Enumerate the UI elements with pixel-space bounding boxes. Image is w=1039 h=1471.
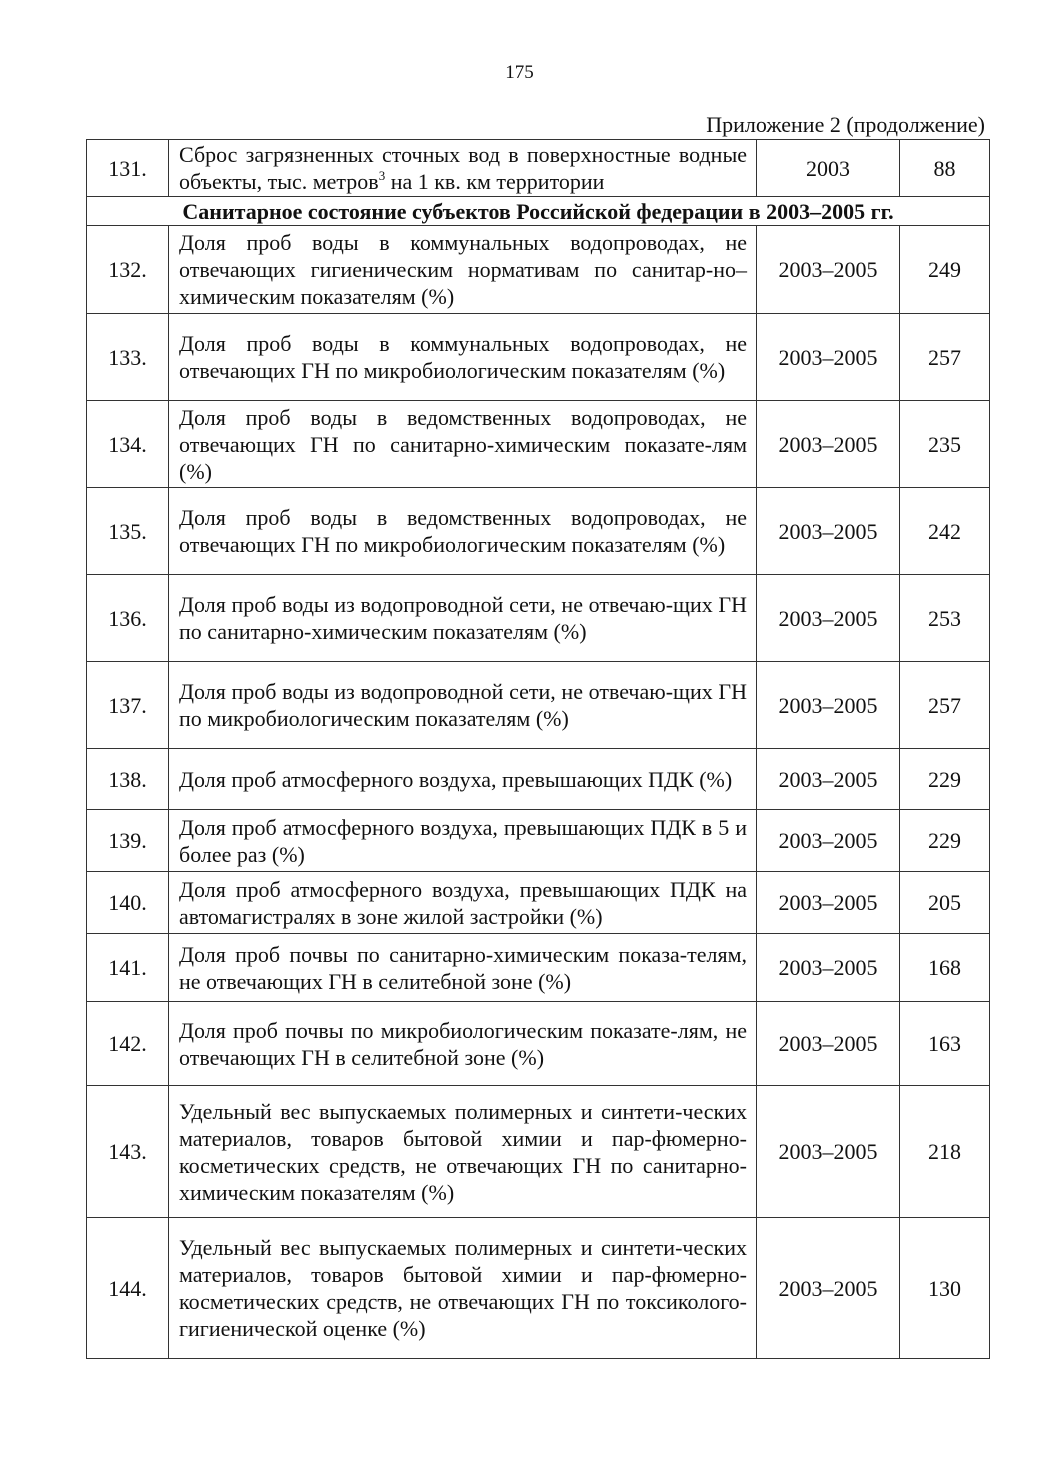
table-row xyxy=(87,934,990,1002)
table-row xyxy=(87,1218,990,1359)
table-body xyxy=(87,140,990,1359)
row-years: 2003–2005 xyxy=(757,314,900,401)
row-number: 137. xyxy=(87,662,169,749)
row-years: 2003–2005 xyxy=(757,934,900,1002)
row-number: 132. xyxy=(87,226,169,314)
row-page: 205 xyxy=(900,872,990,934)
row-number: 142. xyxy=(87,1002,169,1086)
table-row xyxy=(87,488,990,575)
row-years: 2003–2005 xyxy=(757,488,900,575)
section-title: Санитарное состояние субъектов Российской федерации в 2003–2005 гг. xyxy=(87,197,990,226)
row-description: Доля проб почвы по микробиологическим показате-лям, не отвечающих ГН в селитебной зоне (%) xyxy=(169,1002,757,1086)
row-page: 163 xyxy=(900,1002,990,1086)
row-description: Доля проб воды в ведомственных водопроводах, не отвечающих ГН по микробиологическим показателям (%) xyxy=(169,488,757,575)
row-description: Удельный вес выпускаемых полимерных и синтети-ческих материалов, товаров бытовой химии и пар-фюмерно-косметических средств, не отвечающих ГН по токсиколого-гигиенической оценке (%) xyxy=(169,1218,757,1359)
row-number: 143. xyxy=(87,1086,169,1218)
row-page: 229 xyxy=(900,749,990,810)
appendix-caption: Приложение 2 (продолжение) xyxy=(706,112,985,137)
table-row xyxy=(87,1086,990,1218)
row-page: 168 xyxy=(900,934,990,1002)
row-description: Доля проб воды из водопроводной сети, не отвечаю-щих ГН по микробиологическим показателям (%) xyxy=(169,662,757,749)
row-page: 229 xyxy=(900,810,990,872)
table-row xyxy=(87,314,990,401)
row-number: 136. xyxy=(87,575,169,662)
row-description: Доля проб воды в ведомственных водопроводах, не отвечающих ГН по санитарно-химическим показате-лям (%) xyxy=(169,401,757,488)
row-years: 2003–2005 xyxy=(757,749,900,810)
row-page: 218 xyxy=(900,1086,990,1218)
row-description: Доля проб почвы по санитарно-химическим показа-телям, не отвечающих ГН в селитебной зоне (%) xyxy=(169,934,757,1002)
table-row xyxy=(87,401,990,488)
row-years: 2003–2005 xyxy=(757,401,900,488)
row-description: Удельный вес выпускаемых полимерных и синтети-ческих материалов, товаров бытовой химии и пар-фюмерно-косметических средств, не отвечающих ГН по санитарно-химическим показателям (%) xyxy=(169,1086,757,1218)
row-number: 135. xyxy=(87,488,169,575)
row-years: 2003–2005 xyxy=(757,872,900,934)
row-number: 138. xyxy=(87,749,169,810)
row-page: 253 xyxy=(900,575,990,662)
row-description: Сброс загрязненных сточных вод в поверхностные водные объекты, тыс. метров$^3$ на 1 кв. км территории xyxy=(169,140,757,197)
row-years: 2003–2005 xyxy=(757,662,900,749)
row-number: 141. xyxy=(87,934,169,1002)
row-page: 249 xyxy=(900,226,990,314)
section-row xyxy=(87,197,990,226)
page-number: 175 xyxy=(505,62,534,83)
superscript: 3 xyxy=(378,168,386,183)
row-description: Доля проб атмосферного воздуха, превышающих ПДК в 5 и более раз (%) xyxy=(169,810,757,872)
row-page: 257 xyxy=(900,662,990,749)
table-row xyxy=(87,749,990,810)
table-row xyxy=(87,226,990,314)
row-years: 2003–2005 xyxy=(757,810,900,872)
table-row xyxy=(87,140,990,197)
row-description: Доля проб атмосферного воздуха, превышающих ПДК (%) xyxy=(169,749,757,810)
row-number: 139. xyxy=(87,810,169,872)
row-years: 2003–2005 xyxy=(757,1086,900,1218)
row-number: 131. xyxy=(87,140,169,197)
row-years: 2003 xyxy=(757,140,900,197)
table-row xyxy=(87,662,990,749)
row-years: 2003–2005 xyxy=(757,575,900,662)
table-row xyxy=(87,575,990,662)
row-page: 257 xyxy=(900,314,990,401)
table-row xyxy=(87,810,990,872)
row-number: 133. xyxy=(87,314,169,401)
row-page: 130 xyxy=(900,1218,990,1359)
row-description: Доля проб воды из водопроводной сети, не отвечаю-щих ГН по санитарно-химическим показателям (%) xyxy=(169,575,757,662)
row-years: 2003–2005 xyxy=(757,1218,900,1359)
row-page: 88 xyxy=(900,140,990,197)
row-description: Доля проб атмосферного воздуха, превышающих ПДК на автомагистралях в зоне жилой застройки (%) xyxy=(169,872,757,934)
row-description: Доля проб воды в коммунальных водопроводах, не отвечающих ГН по микробиологическим показателям (%) xyxy=(169,314,757,401)
appendix-table xyxy=(86,139,990,1359)
row-description: Доля проб воды в коммунальных водопроводах, не отвечающих гигиеническим нормативам по санитар-но–химическим показателям (%) xyxy=(169,226,757,314)
table-row xyxy=(87,872,990,934)
row-years: 2003–2005 xyxy=(757,226,900,314)
row-number: 140. xyxy=(87,872,169,934)
row-number: 134. xyxy=(87,401,169,488)
row-years: 2003–2005 xyxy=(757,1002,900,1086)
row-page: 235 xyxy=(900,401,990,488)
table-row xyxy=(87,1002,990,1086)
row-number: 144. xyxy=(87,1218,169,1359)
row-page: 242 xyxy=(900,488,990,575)
